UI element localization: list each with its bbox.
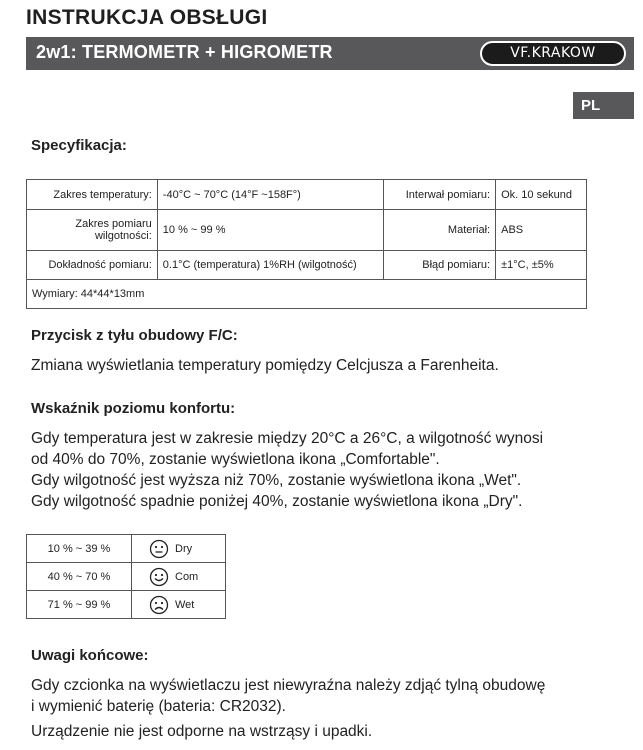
table-row (27, 251, 587, 280)
comfort-state (132, 563, 226, 591)
spec-label: Interwał pomiaru: (384, 180, 496, 210)
spec-value: 0.1°C (temperatura) 1%RH (wilgotność) (157, 251, 384, 280)
spec-label: Błąd pomiaru: (384, 251, 496, 280)
comfort-line: Gdy wilgotność spadnie poniżej 40%, zostanie wyświetlona ikona „Dry". (31, 493, 523, 510)
table-row (27, 280, 587, 309)
comfort-state (132, 591, 226, 619)
comfort-description (31, 428, 543, 512)
table-row (27, 591, 226, 619)
comfort-heading: Wskaźnik poziomu konfortu: (31, 400, 236, 417)
button-section-text: Zmiana wyświetlania temperatury pomiędzy Celcjusza a Farenheita. (31, 357, 499, 374)
neutral-face-icon (149, 539, 169, 559)
humidity-range: 40 % ~ 70 % (27, 563, 132, 591)
brand-logo: VF.KRAKOW (480, 41, 626, 66)
title-bar (26, 37, 634, 70)
spec-label: Zakres pomiaru wilgotności: (27, 210, 158, 251)
spec-label: Dokładność pomiaru: (27, 251, 158, 280)
comfort-state (132, 535, 226, 563)
comfort-state-label: Dry (175, 542, 193, 555)
language-badge: PL (573, 92, 634, 119)
button-section-heading: Przycisk z tyłu obudowy F/C: (31, 327, 238, 344)
comfort-table (26, 534, 226, 619)
comfort-line: Gdy temperatura jest w zakresie między 20°C a 26°C, a wilgotność wynosi (31, 430, 544, 447)
smiling-face-icon (149, 567, 169, 587)
humidity-range: 71 % ~ 99 % (27, 591, 132, 619)
spec-value: ABS (496, 210, 587, 251)
notes-text (31, 675, 545, 717)
page-title: INSTRUKCJA OBSŁUGI (26, 6, 268, 29)
specs-heading: Specyfikacja: (31, 137, 127, 154)
notes-line: Gdy czcionka na wyświetlaczu jest niewyraźna należy zdjąć tylną obudowę (31, 677, 546, 694)
notes-footer: Urządzenie nie jest odporne na wstrząsy i upadki. (31, 723, 373, 740)
spec-label: Zakres temperatury: (27, 180, 158, 210)
comfort-state-label: Com (175, 570, 199, 583)
table-row (27, 563, 226, 591)
spec-value: ±1°C, ±5% (496, 251, 587, 280)
table-row (27, 180, 587, 210)
table-row (27, 210, 587, 251)
spec-label: Materiał: (384, 210, 496, 251)
dimensions-cell: Wymiary: 44*44*13mm (27, 280, 587, 309)
spec-value: 10 % ~ 99 % (157, 210, 384, 251)
spec-value: -40°C ~ 70°C (14°F ~158F°) (157, 180, 384, 210)
sad-face-icon (149, 595, 169, 615)
comfort-line: od 40% do 70%, zostanie wyświetlona ikona „Comfortable". (31, 451, 440, 468)
notes-line: i wymienić baterię (bateria: CR2032). (31, 698, 286, 715)
spec-table (26, 179, 587, 309)
comfort-state-label: Wet (175, 598, 195, 611)
spec-value: Ok. 10 sekund (496, 180, 587, 210)
table-row (27, 535, 226, 563)
humidity-range: 10 % ~ 39 % (27, 535, 132, 563)
product-subtitle: 2w1: TERMOMETR + HIGROMETR (36, 42, 333, 62)
comfort-line: Gdy wilgotność jest wyższa niż 70%, zostanie wyświetlona ikona „Wet". (31, 472, 522, 489)
notes-heading: Uwagi końcowe: (31, 647, 149, 664)
